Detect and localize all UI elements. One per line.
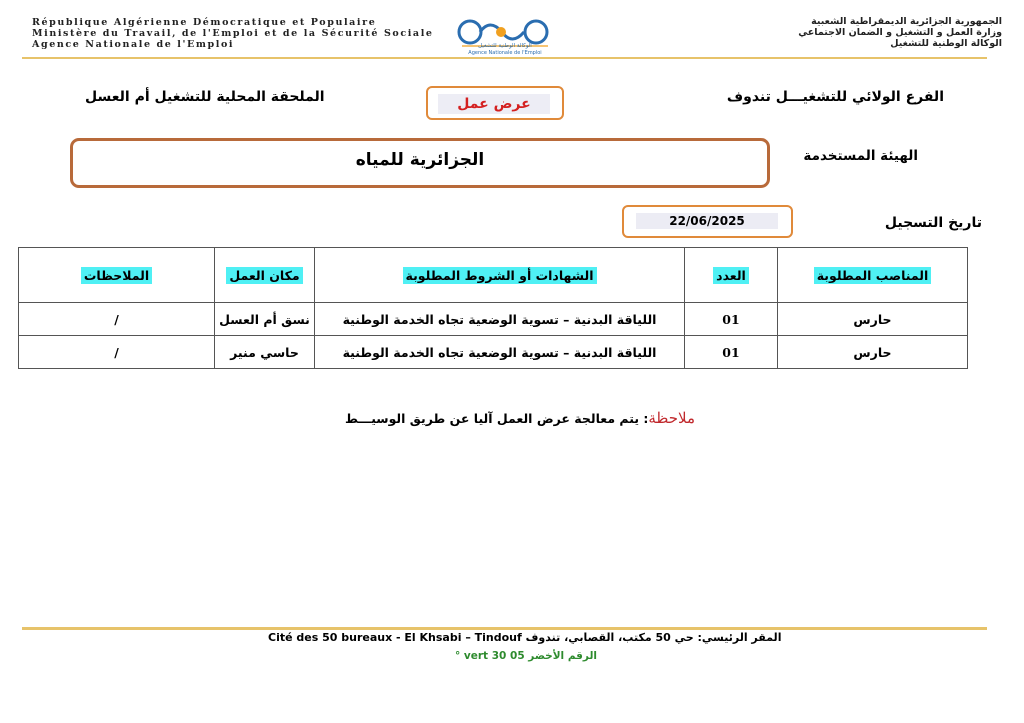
cell-count: 01 [685,303,778,336]
header-french-line-1: République Algérienne Démocratique et Populaire [32,17,377,28]
registration-date-box [622,205,793,238]
job-offer-table [18,247,968,369]
header-arabic-line-3: الوكالة الوطنية للتشغيل [890,38,1002,49]
table-row [19,336,968,369]
cell-requirements: اللياقة البدنية – تسوية الوضعية تجاه الخدمة الوطنية [315,303,685,336]
logo-caption-french: Agence Nationale de l'Emploi [468,50,542,56]
header-arabic-line-2: وزارة العمل و التشغيل و الضمان الاجتماعي [798,27,1002,38]
cell-workplace: حاسي منير [215,336,315,369]
registration-date-label: تاريخ التسجيل [884,215,982,231]
header-french-line-3: Agence Nationale de l'Emploi [32,39,235,50]
header-remarks [19,248,215,303]
employer-name: الجزائرية للمياه [355,150,485,170]
header-positions [778,248,968,303]
cell-position: حارس [778,336,968,369]
footer-divider [22,627,987,630]
registration-date: 22/06/2025 [636,213,778,229]
header-requirements [315,248,685,303]
footer-address-fr: Cité des 50 bureaux - El Khsabi – Tindouf [268,631,522,644]
footer-address-ar: المقر الرئيسي: حي 50 مكتب، القصابي، تندوف [525,631,782,644]
cell-remarks: / [19,303,215,336]
processing-note [345,409,695,427]
header-count-label: العدد [713,267,749,284]
table-header-row [19,248,968,303]
header-remarks-label: الملاحظات [81,267,152,284]
header-french-line-2: Ministère du Travail, de l'Emploi et de la Sécurité Sociale [32,28,434,39]
branch-title: الفرع الولائي للتشغيـــل تندوف [726,89,944,105]
offer-title: عرض عمل [438,94,550,114]
cell-count: 01 [685,336,778,369]
note-text: : يتم معالجة عرض العمل آليا عن طريق الوسيـــط [345,411,649,426]
header-positions-label: المناصب المطلوبة [814,267,932,284]
logo-caption-arabic: الوكالة الوطنية للتشغيل [478,43,532,49]
employer-label: الهيئة المستخدمة [803,148,918,164]
local-office-title: الملحقة المحلية للتشغيل أم العسل [85,89,325,105]
footer-green-number: الرقم الأخضر 05 30 vert ° [455,650,597,662]
offer-title-box [426,86,564,120]
cell-remarks: / [19,336,215,369]
cell-position: حارس [778,303,968,336]
table-row [19,303,968,336]
header-divider [22,57,987,59]
header-workplace [215,248,315,303]
header-arabic-line-1: الجمهورية الجزائرية الديمقراطية الشعبية [811,16,1002,27]
header-workplace-label: مكان العمل [226,267,302,284]
note-label: ملاحظة [648,409,695,427]
footer-address [268,631,781,644]
header-count [685,248,778,303]
cell-workplace: نسق أم العسل [215,303,315,336]
employer-box [70,138,770,188]
header-requirements-label: الشهادات أو الشروط المطلوبة [403,267,597,284]
cell-requirements: اللياقة البدنية – تسوية الوضعية تجاه الخدمة الوطنية [315,336,685,369]
